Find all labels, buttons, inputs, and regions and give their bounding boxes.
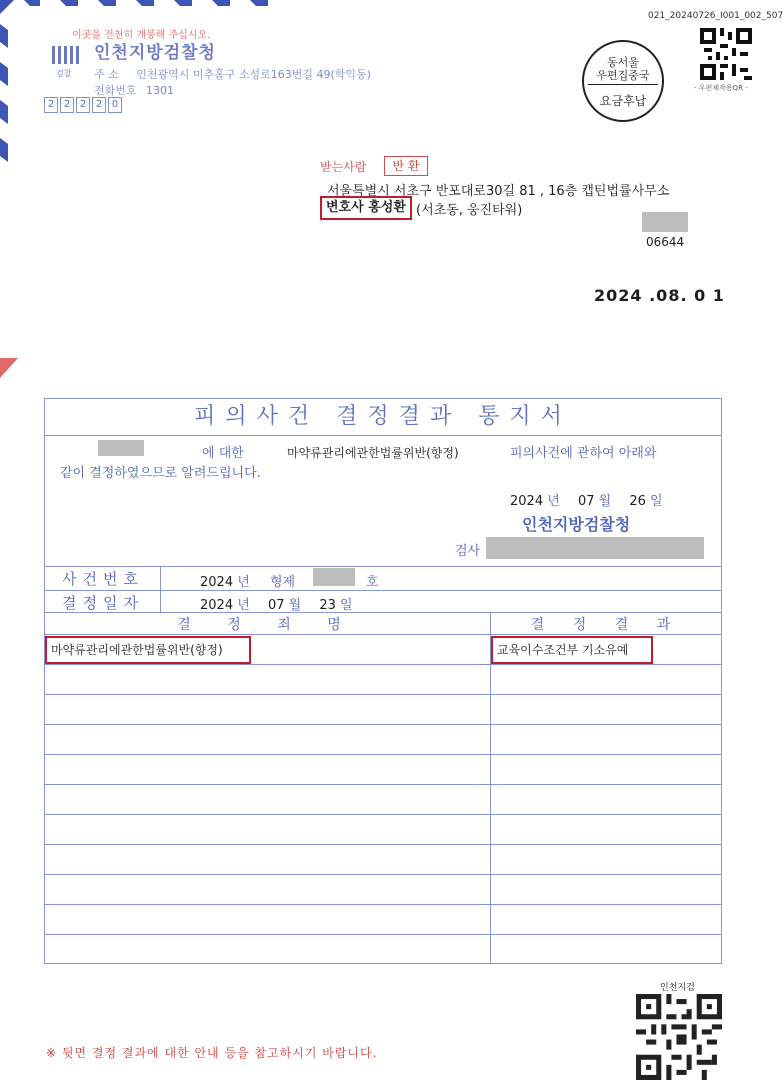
case-number-label: 사건번호: [62, 570, 144, 588]
prosecutor-label: 검사: [455, 544, 481, 559]
logo-label: 검찰: [56, 69, 72, 78]
issue-month-unit: 월: [598, 494, 612, 509]
decision-day: 23: [319, 598, 336, 613]
case-suffix: 호: [366, 575, 379, 590]
decision-year: 2024: [200, 598, 234, 613]
mail-qr-code-icon: [700, 28, 752, 80]
zip-digit: 2: [44, 97, 58, 113]
recipient-building: (서초동, 웅진타워): [416, 203, 523, 218]
case-year: 2024: [200, 575, 234, 590]
postmark-line2: 우편집중국: [596, 69, 650, 82]
decision-day-unit: 일: [340, 598, 353, 613]
notice-form-frame: [44, 398, 722, 964]
about-label: 에 대한: [202, 446, 244, 461]
decision-year-unit: 년: [237, 598, 250, 613]
mail-qr-caption: - 우편체작용QR -: [694, 84, 748, 92]
case-type: 형제: [269, 575, 296, 590]
zip-digit: 2: [76, 97, 90, 113]
sender-organization: 인천지방검찰청: [94, 43, 216, 63]
mail-date: 2024 .08. 0 1: [594, 286, 725, 305]
redacted-case-number: [313, 568, 355, 586]
decision-month-unit: 월: [288, 598, 302, 613]
recipient-address: 서울특별시 서초구 반포대로30길 81 , 16층 캡틴법률사무소: [327, 184, 670, 199]
redacted-prosecutor: [486, 537, 704, 559]
recipient-label: 받는사람: [320, 160, 367, 174]
column-header-offense: 결 정 죄 명: [177, 617, 357, 633]
document-qr-code-icon: [636, 994, 722, 1080]
column-header-result: 결 정 결 과: [530, 617, 683, 633]
intro-text-line2: 같이 결정하였으므로 알려드립니다.: [60, 466, 261, 481]
fold-marker-icon: [0, 358, 18, 378]
issuer-name: 인천지방검찰청: [522, 515, 631, 534]
case-year-unit: 년: [237, 575, 250, 590]
zip-digit: 0: [108, 97, 122, 113]
row-result: 교육이수조건부 기소유예: [497, 643, 629, 657]
issue-day-unit: 일: [650, 494, 663, 509]
redacted-suspect-name: [98, 440, 144, 456]
postmark-line3: 요금후납: [599, 94, 647, 108]
redacted-block: [642, 212, 688, 232]
issue-year-unit: 년: [547, 494, 560, 509]
bottom-qr-label: 인천지검: [660, 983, 695, 993]
document-number: 021_20240726_I001_002_507: [648, 11, 783, 21]
footnote: ※ 뒷면 결정 결과에 대한 안내 등을 참고하시기 바랍니다.: [46, 1046, 378, 1060]
offense-name: 마약류관리에관한법률위반(향정): [287, 446, 459, 460]
issue-month: 07: [577, 494, 595, 509]
sender-tel: 1301: [146, 84, 175, 97]
return-stamp: 반 환: [384, 156, 428, 176]
decision-month: 07: [267, 598, 285, 613]
tel-label: 전화번호: [94, 84, 137, 97]
zip-digit: 2: [60, 97, 74, 113]
envelope-opening-notice: 이곳을 전천히 개봉해 주십시오.: [72, 30, 211, 41]
recipient-name-highlight: 변호사 홍성환: [320, 196, 412, 220]
issue-year: 2024: [510, 494, 544, 509]
issue-day: 26: [629, 494, 646, 509]
postmark-line1: 동서울: [607, 56, 639, 69]
sender-tel-row: [94, 82, 174, 98]
case-number: [200, 571, 295, 590]
zip-code-boxes: [44, 97, 122, 113]
decision-date-label: 결정일자: [62, 594, 144, 612]
notice-title: 피의사건 결정결과 통지서: [44, 398, 722, 436]
decision-date: [200, 594, 353, 613]
address-label: 주 소: [94, 68, 119, 81]
sender-address: 인천광역시 미추홀구 소성로163번길 49(학익동): [136, 68, 371, 81]
zip-digit: 2: [92, 97, 106, 113]
issue-date: [510, 490, 663, 509]
postal-code: 06644: [646, 235, 685, 249]
row-offense: 마약류관리에관한법률위반(향정): [51, 643, 223, 657]
sender-address-row: [94, 66, 371, 82]
postmark-stamp: [582, 40, 664, 122]
intro-text-tail: 피의사건에 관하여 아래와: [510, 446, 657, 461]
